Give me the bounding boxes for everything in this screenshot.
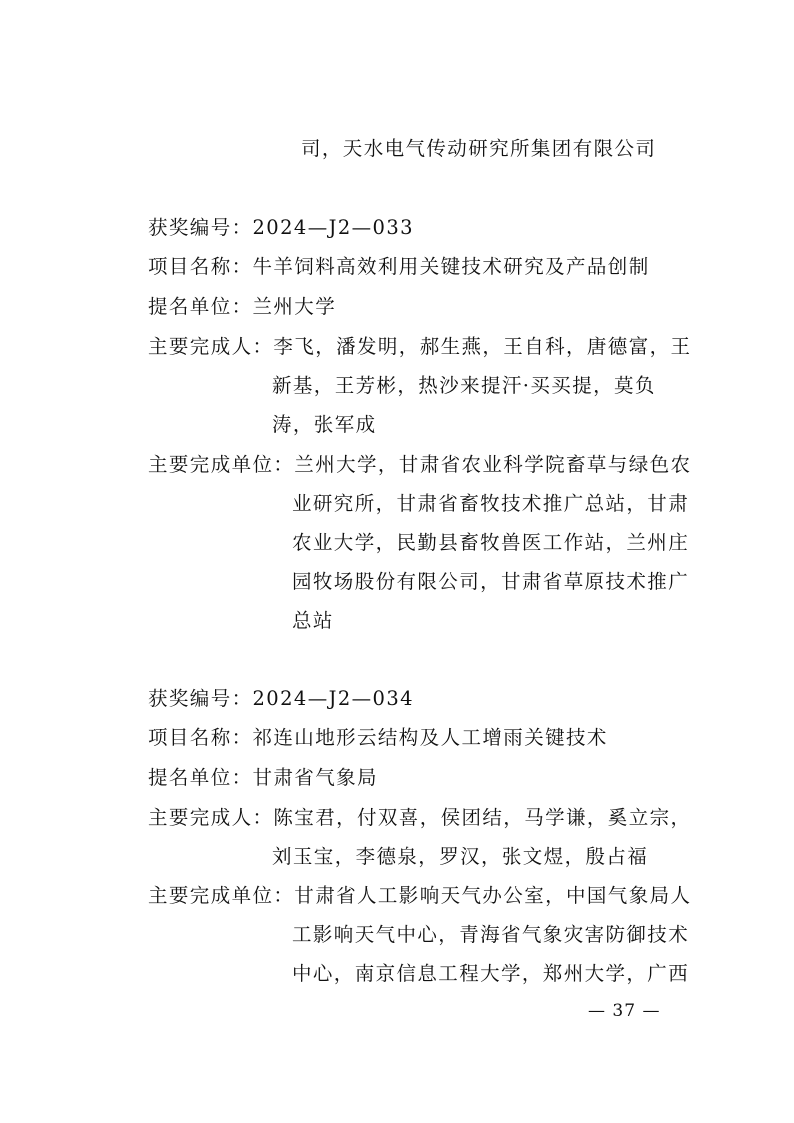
main-contributors-line: 刘玉宝，李德泉，罗汉，张文煜，殷占福	[272, 845, 649, 868]
award-number: 获奖编号：2024—J2—034	[148, 687, 414, 710]
award-number: 获奖编号：2024—J2—033	[148, 216, 414, 239]
project-name: 项目名称：牛羊饲料高效利用关键技术研究及产品创制	[148, 255, 650, 278]
page-number: — 37 —	[588, 1001, 661, 1021]
main-units-line: 园牧场股份有限公司，甘肃省草原技术推广	[292, 570, 690, 593]
main-units-line: 总站	[292, 609, 334, 632]
main-units-line: 工影响天气中心，青海省气象灾害防御技术	[292, 923, 690, 946]
continuation-line: 司，天水电气传动研究所集团有限公司	[301, 137, 657, 160]
main-contributors-line: 涛，张军成	[272, 413, 377, 436]
main-contributors-line: 新基，王芳彬，热沙来提汗·买买提，莫负	[272, 374, 656, 397]
nominating-unit: 提名单位：兰州大学	[148, 295, 337, 318]
main-units-line: 主要完成单位：甘肃省人工影响天气办公室，中国气象局人	[148, 884, 692, 907]
nominating-unit: 提名单位：甘肃省气象局	[148, 766, 378, 789]
main-units-line: 农业大学，民勤县畜牧兽医工作站，兰州庄	[292, 531, 690, 554]
main-units-line: 业研究所，甘肃省畜牧技术推广总站，甘肃	[292, 492, 690, 515]
main-contributors-line: 主要完成人：李飞，潘发明，郝生燕，王自科，唐德富，王	[148, 335, 692, 358]
project-name: 项目名称：祁连山地形云结构及人工增雨关键技术	[148, 726, 608, 749]
main-units-line: 主要完成单位：兰州大学，甘肃省农业科学院畜草与绿色农	[148, 453, 692, 476]
main-units-line: 中心，南京信息工程大学，郑州大学，广西	[292, 962, 690, 985]
main-contributors-line: 主要完成人：陈宝君，付双喜，侯团结，马学谦，奚立宗，	[148, 806, 692, 829]
